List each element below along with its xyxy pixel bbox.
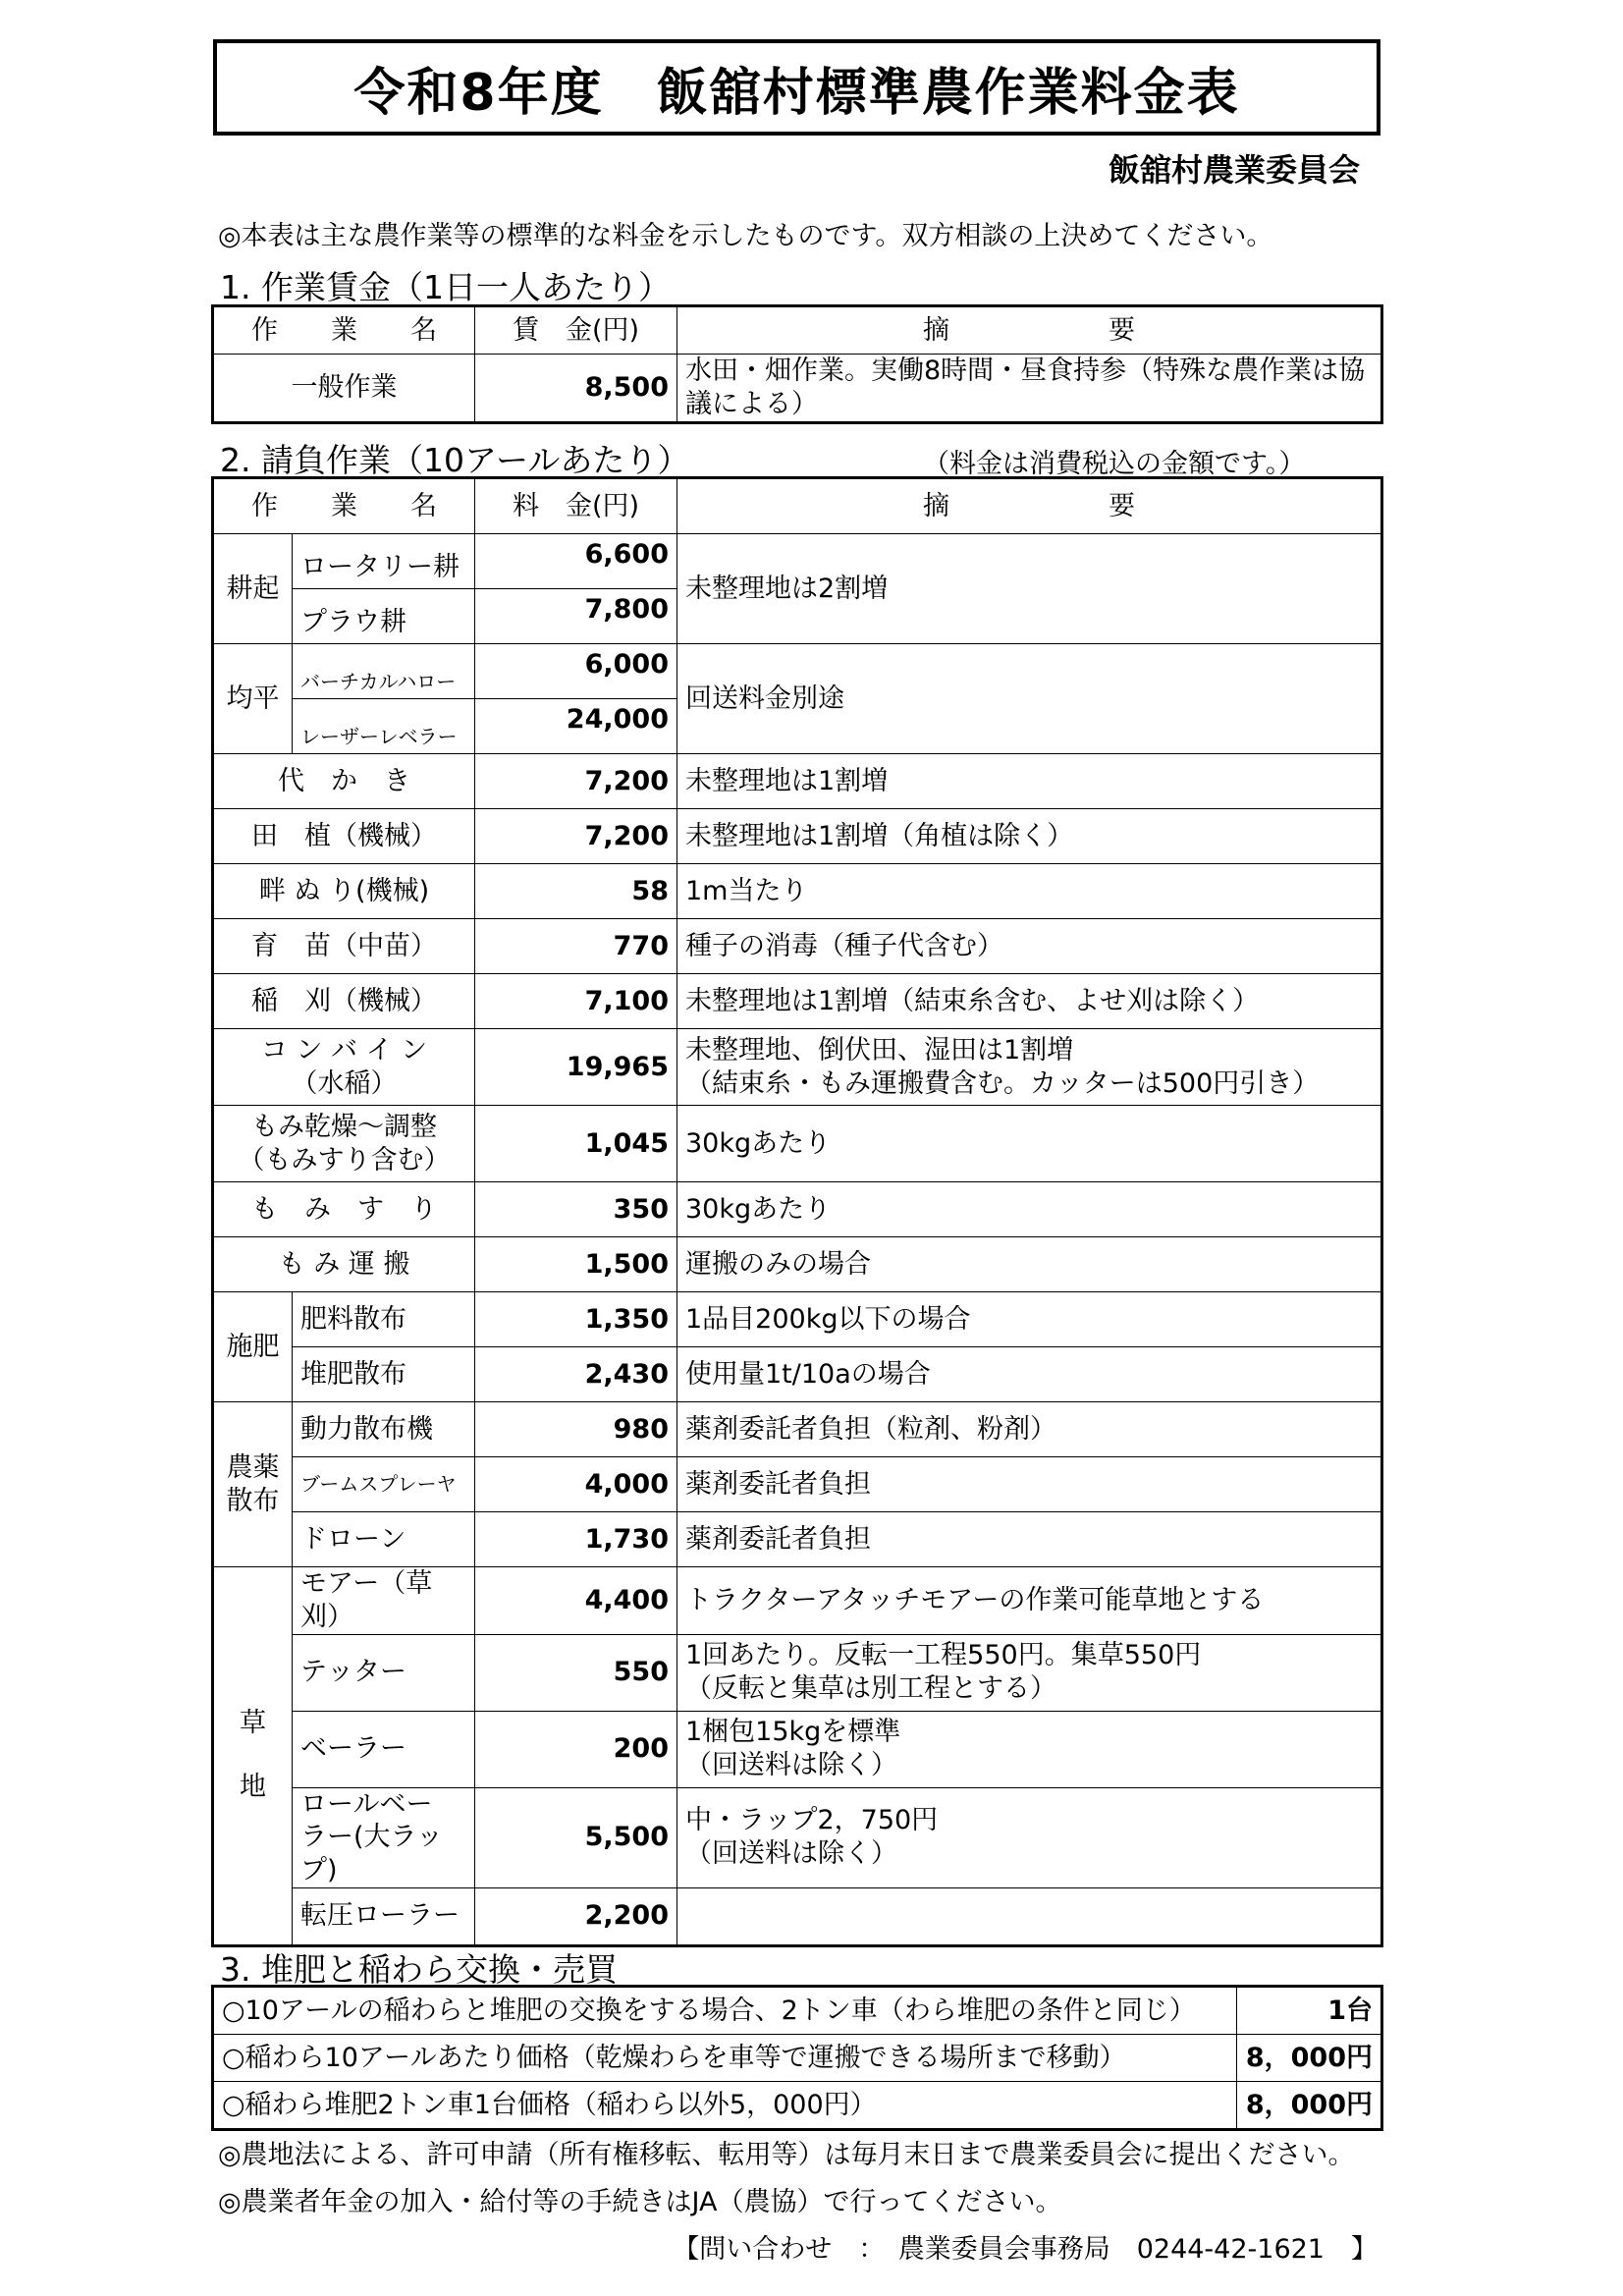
work-price: 770 (475, 919, 677, 974)
table-row (214, 2035, 1381, 2082)
work-name: モアー（草刈） (293, 1567, 475, 1635)
work-summary: 30kgあたり (677, 1182, 1381, 1237)
work-price: 7,800 (475, 589, 677, 644)
section1-heading: 1. 作業賃金（1日一人あたり） (220, 268, 671, 306)
work-summary: 1梱包15kgを標準 （回送料は除く） (677, 1711, 1381, 1787)
table-row (214, 534, 1381, 589)
work-price: 7,100 (475, 974, 677, 1029)
work-name: ドローン (293, 1512, 475, 1567)
table-row (214, 355, 1381, 422)
header-summary: 摘 要 (677, 479, 1381, 534)
work-price: 24,000 (475, 699, 677, 754)
section1-table (213, 306, 1381, 422)
table-row (214, 809, 1381, 864)
header-summary: 摘 要 (677, 307, 1381, 355)
tax-note: （料金は消費税込の金額です。） (923, 449, 1306, 479)
section3-heading: 3. 堆肥と稲わら交換・売買 (220, 1950, 618, 1989)
table-row (214, 2082, 1381, 2129)
section3-table (213, 1987, 1381, 2129)
table-row (214, 864, 1381, 919)
work-summary: 薬剤委託者負担 (677, 1512, 1381, 1567)
group-label: 均平 (214, 644, 293, 754)
work-name: も み す り (214, 1182, 475, 1237)
work-price: 58 (475, 864, 677, 919)
exchange-text: ○稲わら堆肥2トン車1台価格（稲わら以外5，000円） (214, 2082, 1237, 2129)
work-name: 堆肥散布 (293, 1347, 475, 1402)
work-name: 代 か き (214, 754, 475, 809)
table-row (214, 1029, 1381, 1106)
work-price: 2,430 (475, 1347, 677, 1402)
work-price: 4,000 (475, 1457, 677, 1512)
table-row (214, 1711, 1381, 1787)
table-row (214, 754, 1381, 809)
work-summary: 未整理地は2割増 (677, 534, 1381, 644)
work-name: バーチカルハロー (293, 644, 475, 699)
group-label: 草 地 (214, 1567, 293, 1945)
table-row (214, 1512, 1381, 1567)
contact-line: 【問い合わせ ： 農業委員会事務局 0244-42-1621 】 (673, 2234, 1378, 2265)
section2-table (213, 478, 1381, 1945)
work-summary: 水田・畑作業。実働8時間・昼食持参（特殊な農作業は協議による） (677, 355, 1381, 422)
work-summary: 未整理地は1割増（結束糸含む、よせ刈は除く） (677, 974, 1381, 1029)
table-header-row (214, 307, 1381, 355)
section2-heading: 2. 請負作業（10アールあたり） (220, 441, 690, 479)
work-summary: 1品目200kg以下の場合 (677, 1292, 1381, 1347)
work-summary: 使用量1t/10aの場合 (677, 1347, 1381, 1402)
work-name: 田 植（機械） (214, 809, 475, 864)
work-name: ブームスプレーヤ (293, 1457, 475, 1512)
table-row (214, 1182, 1381, 1237)
table-row (214, 919, 1381, 974)
work-price: 19,965 (475, 1029, 677, 1106)
work-name: 肥料散布 (293, 1292, 475, 1347)
table-row (214, 1787, 1381, 1887)
table-header-row (214, 479, 1381, 534)
work-summary: 種子の消毒（種子代含む） (677, 919, 1381, 974)
group-label: 施肥 (214, 1292, 293, 1402)
work-summary: 未整理地は1割増 (677, 754, 1381, 809)
work-name: 動力散布機 (293, 1402, 475, 1457)
work-summary: 未整理地、倒伏田、湿田は1割増 （結束糸・もみ運搬費含む。カッターは500円引き） (677, 1029, 1381, 1106)
work-summary: トラクターアタッチモアーの作業可能草地とする (677, 1567, 1381, 1635)
table-row (214, 1887, 1381, 1944)
work-name: ロールベー ラー(大ラップ) (293, 1787, 475, 1887)
group-label: 耕起 (214, 534, 293, 644)
work-name: もみ乾燥～調整 （もみすり含む） (214, 1106, 475, 1182)
footer-note: ◎農業者年金の加入・給付等の手続きはJA（農協）で行ってください。 (218, 2187, 1062, 2217)
work-name: テッター (293, 1634, 475, 1711)
work-summary: 薬剤委託者負担 (677, 1457, 1381, 1512)
work-price: 7,200 (475, 809, 677, 864)
group-label: 農薬 散布 (214, 1402, 293, 1567)
work-name: 育 苗（中苗） (214, 919, 475, 974)
exchange-value: 8，000円 (1237, 2035, 1381, 2082)
table-row (214, 644, 1381, 699)
work-summary: 薬剤委託者負担（粒剤、粉剤） (677, 1402, 1381, 1457)
work-price: 8,500 (475, 355, 677, 422)
work-summary: 中・ラップ2，750円 （回送料は除く） (677, 1787, 1381, 1887)
intro-note: ◎本表は主な農作業等の標準的な料金を示したものです。双方相談の上決めてください。 (218, 221, 1273, 251)
work-summary: 運搬のみの場合 (677, 1237, 1381, 1292)
work-name: ベーラー (293, 1711, 475, 1787)
work-price: 980 (475, 1402, 677, 1457)
work-price: 7,200 (475, 754, 677, 809)
work-price: 6,000 (475, 644, 677, 699)
work-summary: 1m当たり (677, 864, 1381, 919)
header-name: 作 業 名 (214, 479, 475, 534)
work-summary: 1回あたり。反転一工程550円。集草550円 （反転と集草は別工程とする） (677, 1634, 1381, 1711)
work-name: コ ン バ イ ン （水稲） (214, 1029, 475, 1106)
work-name: ロータリー耕 (293, 534, 475, 589)
table-row (214, 1347, 1381, 1402)
table-row (214, 1402, 1381, 1457)
table-row (214, 1634, 1381, 1711)
header-price: 賃 金(円) (475, 307, 677, 355)
work-summary: 30kgあたり (677, 1106, 1381, 1182)
exchange-value: 1台 (1237, 1988, 1381, 2035)
work-summary: 未整理地は1割増（角植は除く） (677, 809, 1381, 864)
work-name: レーザーレベラー (293, 699, 475, 754)
work-name: 一般作業 (214, 355, 475, 422)
header-name: 作 業 名 (214, 307, 475, 355)
page-title: 令和8年度 飯舘村標準農作業料金表 (213, 39, 1380, 136)
exchange-text: ○10アールの稲わらと堆肥の交換をする場合、2トン車（わら堆肥の条件と同じ） (214, 1988, 1237, 2035)
table-row (214, 1567, 1381, 1635)
table-row (214, 1106, 1381, 1182)
work-price: 2,200 (475, 1887, 677, 1944)
work-name: 畔 ぬ り(機械) (214, 864, 475, 919)
work-price: 1,730 (475, 1512, 677, 1567)
work-price: 6,600 (475, 534, 677, 589)
table-row (214, 1237, 1381, 1292)
table-row (214, 1292, 1381, 1347)
work-name: も み 運 搬 (214, 1237, 475, 1292)
work-name: 稲 刈（機械） (214, 974, 475, 1029)
exchange-text: ○稲わら10アールあたり価格（乾燥わらを車等で運搬できる場所まで移動） (214, 2035, 1237, 2082)
footer-note: ◎農地法による、許可申請（所有権移転、転用等）は毎月末日まで農業委員会に提出ください。 (218, 2140, 1355, 2170)
work-name: プラウ耕 (293, 589, 475, 644)
organization-name: 飯舘村農業委員会 (1108, 151, 1360, 189)
header-price: 料 金(円) (475, 479, 677, 534)
work-price: 1,350 (475, 1292, 677, 1347)
work-summary: 回送料金別途 (677, 644, 1381, 754)
work-price: 1,500 (475, 1237, 677, 1292)
work-price: 1,045 (475, 1106, 677, 1182)
work-price: 5,500 (475, 1787, 677, 1887)
work-summary (677, 1887, 1381, 1944)
work-price: 350 (475, 1182, 677, 1237)
exchange-value: 8，000円 (1237, 2082, 1381, 2129)
table-row (214, 1988, 1381, 2035)
work-price: 550 (475, 1634, 677, 1711)
table-row (214, 1457, 1381, 1512)
work-price: 200 (475, 1711, 677, 1787)
work-price: 4,400 (475, 1567, 677, 1635)
table-row (214, 974, 1381, 1029)
work-name: 転圧ローラー (293, 1887, 475, 1944)
